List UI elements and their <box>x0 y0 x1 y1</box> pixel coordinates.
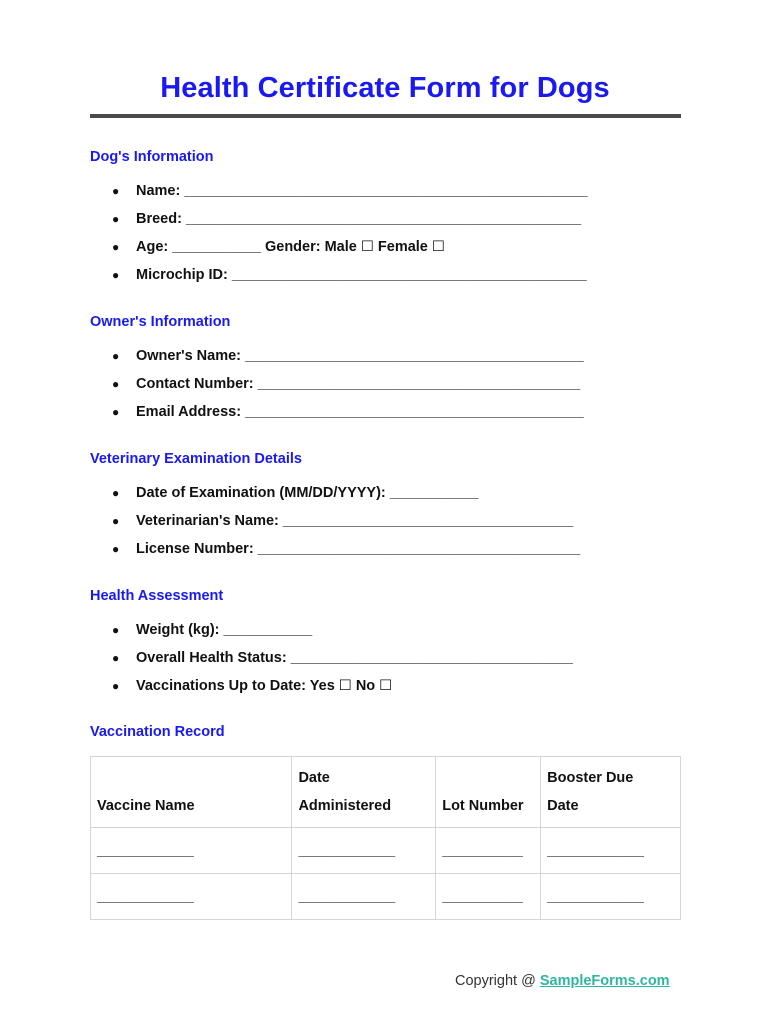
health-status-field[interactable]: Overall Health Status: ___________________________________ <box>136 650 573 666</box>
weight-item[interactable] <box>0 620 770 648</box>
vaccine-name-cell[interactable]: ____________ <box>91 828 292 874</box>
lot-number-cell[interactable]: __________ <box>436 828 541 874</box>
dog-breed-field[interactable]: Breed: _________________________________________________ <box>136 211 582 227</box>
vaccinations-uptodate-field[interactable]: Vaccinations Up to Date: Yes ☐ No ☐ <box>136 678 393 694</box>
health-status-item[interactable] <box>0 648 770 676</box>
header-booster-due-date: Booster Due Date <box>541 757 681 828</box>
bullet-icon: ● <box>112 486 120 500</box>
bullet-icon: ● <box>112 240 120 254</box>
bullet-icon: ● <box>112 651 120 665</box>
bullet-icon: ● <box>112 268 120 282</box>
exam-date-item[interactable] <box>0 483 770 511</box>
dog-microchip-field[interactable]: Microchip ID: ____________________________________________ <box>136 267 587 283</box>
bullet-icon: ● <box>112 623 120 637</box>
owner-email-item[interactable] <box>0 402 770 430</box>
bullet-icon: ● <box>112 405 120 419</box>
owner-contact-item[interactable] <box>0 374 770 402</box>
license-number-field[interactable]: License Number: ________________________________________ <box>136 541 581 557</box>
vet-exam-list <box>0 483 770 567</box>
booster-due-date-cell[interactable]: ____________ <box>541 874 681 920</box>
table-row <box>91 828 681 874</box>
header-vaccine-name: Vaccine Name <box>91 757 292 828</box>
bullet-icon: ● <box>112 377 120 391</box>
dog-age-gender-item[interactable] <box>0 237 770 265</box>
vaccination-record-heading: Vaccination Record <box>90 724 225 740</box>
dog-age-gender-field[interactable]: Age: ___________ Gender: Male ☐ Female ☐ <box>136 239 445 255</box>
header-lot-number: Lot Number <box>436 757 541 828</box>
owner-name-item[interactable] <box>0 346 770 374</box>
vet-name-item[interactable] <box>0 511 770 539</box>
vet-name-field[interactable]: Veterinarian's Name: ____________________________________ <box>136 513 574 529</box>
vaccination-table <box>90 756 681 920</box>
table-row <box>91 874 681 920</box>
header-date-administered: Date Administered <box>292 757 436 828</box>
form-title: Health Certificate Form for Dogs <box>160 72 610 104</box>
date-administered-cell[interactable]: ____________ <box>292 874 436 920</box>
bullet-icon: ● <box>112 542 120 556</box>
copyright-footer <box>455 973 670 989</box>
bullet-icon: ● <box>112 349 120 363</box>
dog-name-field[interactable]: Name: __________________________________________________ <box>136 183 588 199</box>
bullet-icon: ● <box>112 212 120 226</box>
bullet-icon: ● <box>112 679 120 693</box>
health-assessment-list <box>0 620 770 704</box>
weight-field[interactable]: Weight (kg): ___________ <box>136 622 313 638</box>
owner-info-heading: Owner's Information <box>90 314 231 330</box>
table-header-row <box>91 757 681 828</box>
date-administered-cell[interactable]: ____________ <box>292 828 436 874</box>
booster-due-date-cell[interactable]: ____________ <box>541 828 681 874</box>
lot-number-cell[interactable]: __________ <box>436 874 541 920</box>
dog-breed-item[interactable] <box>0 209 770 237</box>
vaccinations-uptodate-item[interactable] <box>0 676 770 704</box>
dog-name-item[interactable] <box>0 181 770 209</box>
vaccine-name-cell[interactable]: ____________ <box>91 874 292 920</box>
bullet-icon: ● <box>112 184 120 198</box>
dog-info-list <box>0 181 770 293</box>
brand-link[interactable]: SampleForms.com <box>539 973 670 989</box>
owner-name-field[interactable]: Owner's Name: __________________________________________ <box>136 348 584 364</box>
copyright-prefix: Copyright @ <box>455 973 540 989</box>
dog-microchip-item[interactable] <box>0 265 770 293</box>
health-assessment-heading: Health Assessment <box>90 588 224 604</box>
bullet-icon: ● <box>112 514 120 528</box>
exam-date-field[interactable]: Date of Examination (MM/DD/YYYY): ___________ <box>136 485 479 501</box>
owner-contact-field[interactable]: Contact Number: ________________________________________ <box>136 376 581 392</box>
title-divider <box>90 114 681 118</box>
license-number-item[interactable] <box>0 539 770 567</box>
dog-info-heading: Dog's Information <box>90 149 214 165</box>
owner-info-list <box>0 346 770 430</box>
vet-exam-heading: Veterinary Examination Details <box>90 451 302 467</box>
owner-email-field[interactable]: Email Address: __________________________________________ <box>136 404 584 420</box>
